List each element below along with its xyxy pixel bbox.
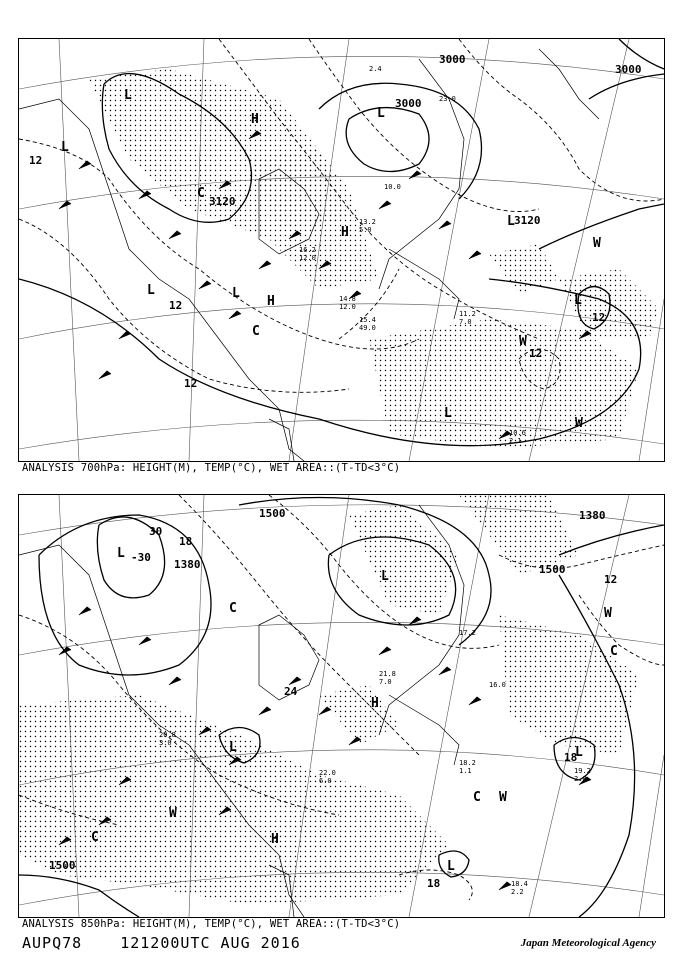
station-value: 2.4: [369, 65, 382, 73]
cold-symbol: C: [197, 186, 205, 201]
low-symbol: L: [377, 106, 385, 121]
station-value: 1.1: [459, 767, 472, 775]
station-value: 5.0: [359, 226, 372, 234]
station-value: 7.0: [459, 318, 472, 326]
contour-label: 3000: [439, 53, 466, 66]
contour-label: 3120: [209, 195, 236, 208]
contour-label: 18: [427, 877, 441, 890]
station-value: 23.0: [439, 95, 456, 103]
warm-symbol: W: [519, 334, 527, 349]
low-symbol: L: [229, 740, 237, 755]
low-symbol: L: [61, 140, 69, 155]
chart-code: AUPQ78: [22, 934, 83, 952]
contour-label: 1500: [49, 859, 76, 872]
contour-label: 12: [29, 154, 43, 167]
contour-label: 18: [179, 535, 193, 548]
station-value: 10.6: [509, 429, 526, 437]
agency-name: Japan Meteorological Agency: [520, 937, 656, 949]
cold-symbol: C: [229, 601, 237, 616]
warm-symbol: W: [593, 236, 601, 251]
contour-label: 24: [284, 685, 298, 698]
cold-symbol: C: [473, 790, 481, 805]
low-symbol: L: [232, 286, 240, 301]
contour-label: 1380: [174, 558, 201, 571]
contour-label: 1380: [579, 509, 606, 522]
station-value: 22.0: [319, 769, 336, 777]
low-symbol: L: [117, 546, 125, 561]
contour-label: 30: [149, 525, 163, 538]
high-symbol: H: [271, 832, 279, 847]
station-value: 16.0: [489, 681, 506, 689]
station-value: 6.0: [319, 777, 332, 785]
caption-700hpa: ANALYSIS 700hPa: HEIGHT(M), TEMP(°C), WET AREA::(T-TD<3°C): [22, 462, 401, 474]
station-value: 12.0: [299, 254, 316, 262]
low-symbol: L: [147, 283, 155, 298]
low-symbol: L: [574, 293, 582, 308]
station-value: 14.8: [339, 295, 356, 303]
station-value: 12.0: [339, 303, 356, 311]
contour-label: 18: [564, 751, 578, 764]
contour-label: 1500: [259, 507, 286, 520]
station-value: 15.4: [359, 316, 376, 324]
high-symbol: H: [267, 294, 275, 309]
chart-identifier: [22, 934, 329, 952]
contour-label: -30: [131, 551, 151, 564]
cold-symbol: C: [91, 830, 99, 845]
low-symbol: L: [575, 745, 583, 760]
station-value: 20.8: [159, 731, 176, 739]
contour-label: 1500: [539, 563, 566, 576]
map-850hpa: [19, 495, 664, 917]
station-value: 2.1: [509, 437, 522, 445]
cold-symbol: C: [252, 324, 260, 339]
chart-panel-700hpa: [18, 38, 665, 462]
contour-label: 12: [592, 311, 606, 324]
station-value: 19.2: [574, 767, 591, 775]
warm-symbol: W: [169, 806, 177, 821]
warm-symbol: W: [499, 790, 507, 805]
contour-label: 12: [169, 299, 183, 312]
high-symbol: H: [371, 696, 379, 711]
caption-850hpa: ANALYSIS 850hPa: HEIGHT(M), TEMP(°C), WET AREA::(T-TD<3°C): [22, 918, 401, 930]
low-symbol: L: [447, 859, 455, 874]
map-700hpa: [19, 39, 664, 461]
contour-label: 12: [529, 347, 543, 360]
warm-symbol: W: [575, 416, 583, 431]
contour-label: 3000: [615, 63, 642, 76]
chart-panel-850hpa: [18, 494, 665, 918]
station-value: 21.8: [379, 670, 396, 678]
station-value: 17.2: [459, 629, 476, 637]
station-value: 11.2: [459, 310, 476, 318]
warm-symbol: W: [604, 606, 612, 621]
low-symbol: L: [381, 569, 389, 584]
high-symbol: H: [341, 225, 349, 240]
station-value: 16.2: [299, 246, 316, 254]
contour-label: 12: [604, 573, 618, 586]
contour-label: 12: [184, 377, 198, 390]
high-symbol: H: [251, 112, 259, 127]
station-value: 18.4: [511, 880, 528, 888]
station-value: 2.8: [574, 775, 587, 783]
contour-label: 3000: [395, 97, 422, 110]
station-value: 10.0: [384, 183, 401, 191]
low-symbol: L: [124, 88, 132, 103]
low-symbol: L: [444, 406, 452, 421]
station-value: 18.2: [459, 759, 476, 767]
cold-symbol: C: [610, 644, 618, 659]
chart-datetime: 121200UTC AUG 2016: [120, 934, 301, 952]
station-value: 2.2: [511, 888, 524, 896]
station-value: 49.0: [359, 324, 376, 332]
low-symbol: L: [507, 214, 515, 229]
station-value: 3.0: [159, 739, 172, 747]
contour-label: 3120: [514, 214, 541, 227]
station-value: 7.0: [379, 678, 392, 686]
station-value: 13.2: [359, 218, 376, 226]
